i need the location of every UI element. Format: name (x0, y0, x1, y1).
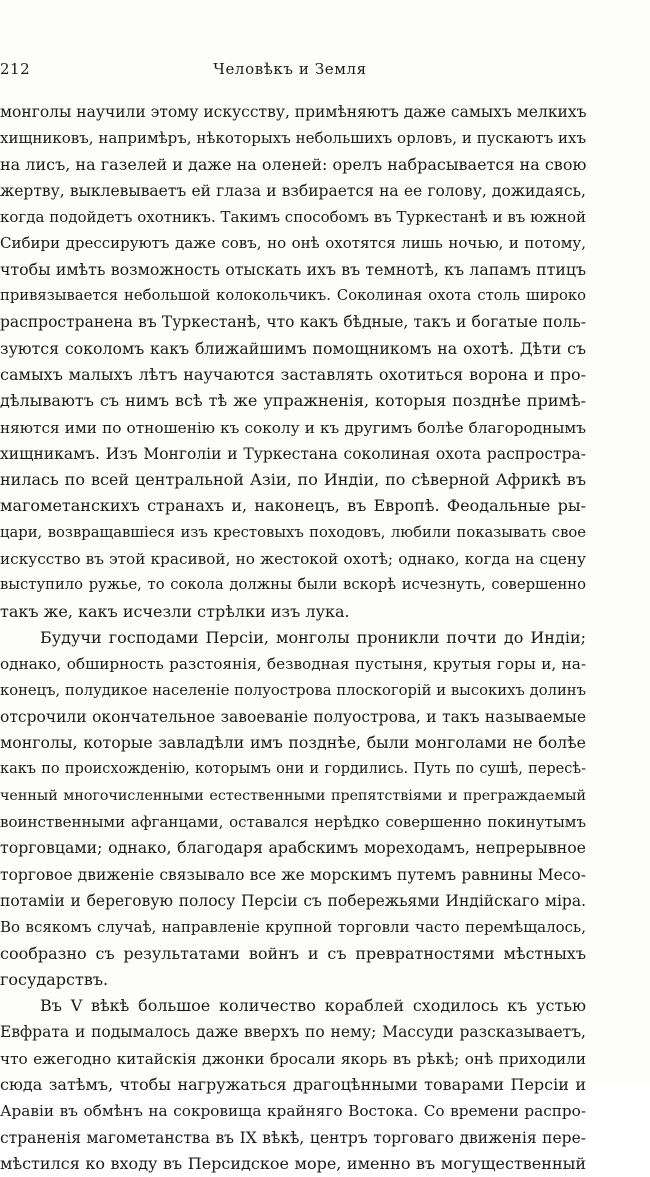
text-line: конецъ, полудикое населеніе полуострова плоскогорій и высокихъ долинъ (0, 681, 586, 699)
text-line: страненія магометанства въ IX вѣкѣ, центръ торговаго движенія пере- (0, 1128, 586, 1147)
text-line: отсрочили окончательное завоеваніе полуострова, и такъ называемые (0, 707, 586, 726)
text-line: привязывается небольшой колокольчикъ. Соколиная охота столь широко (0, 287, 586, 305)
text-line: Въ V вѣкѣ большое количество кораблей сходилось къ устью (40, 996, 586, 1016)
text-line: ченный многочисленными естественными препятствіями и преграждаемый (0, 787, 586, 804)
text-line: няются ими по отношенію къ соколу и къ другимъ болѣе благороднымъ (0, 418, 586, 437)
text-line: Сибири дрессируютъ даже совъ, но онѣ охотятся лишь ночью, и потому, (0, 234, 586, 253)
text-line: воинственными афганцами, оставался нерѣдко совершенно покинутымъ (0, 813, 586, 832)
text-line: потаміи и береговую полосу Персіи съ побережьями Индійскаго міра. (0, 891, 586, 910)
text-line: распространена въ Туркестанѣ, что какъ бѣдные, такъ и богатые поль- (0, 313, 586, 332)
running-title: Человѣкъ и Земля (213, 60, 367, 78)
text-line: хищниковъ, напримѣръ, нѣкоторыхъ небольшихъ орловъ, и пускаютъ ихъ (0, 129, 586, 148)
text-line: Будучи господами Персіи, монголы проникли почти до Индіи; (40, 627, 586, 647)
paragraph (0, 99, 586, 625)
text-line: жертву, выклевываетъ ей глаза и взбирается на ее голову, дожидаясь, (0, 181, 586, 200)
paragraph (0, 625, 586, 993)
text-line: торговцами; однако, благодаря арабскимъ мореходамъ, непрерывное (0, 838, 586, 858)
text-line: на лисъ, на газелей и даже на оленей: орелъ набрасывается на свою (0, 154, 586, 174)
text-line: хищникамъ. Изъ Монголіи и Туркестана соколиная охота распростра- (0, 444, 586, 463)
text-line: Аравіи въ обмѣнъ на сокровища крайняго Востока. Со времени распро- (0, 1102, 586, 1121)
text-line: торговое движеніе связывало все же морскимъ путемъ равнины Месо- (0, 865, 586, 884)
text-line: сюда затѣмъ, чтобы нагружаться драгоцѣнными товарами Персіи и (0, 1074, 586, 1094)
text-line: монголы научили этому искусству, примѣняютъ даже самыхъ мелкихъ (0, 103, 586, 121)
text-line: зуются соколомъ какъ ближайшимъ помощникомъ на охотѣ. Дѣти съ (0, 338, 586, 358)
text-line: когда подойдетъ охотникъ. Такимъ способомъ въ Туркестанѣ и въ южной (0, 208, 586, 227)
text-line: что ежегодно китайскія джонки бросали якорь въ рѣкѣ; онѣ приходили (0, 1049, 586, 1068)
text-line: сообразно съ результатами войнъ и съ превратностями мѣстныхъ (0, 943, 586, 963)
body-text (0, 99, 586, 1177)
text-line: Во всякомъ случаѣ, направленіе крупной торговли часто перемѣщалось, (0, 918, 586, 937)
text-line: мѣстился ко входу въ Персидское море, именно въ могущественный (0, 1153, 586, 1173)
text-line: цари, возвращавшіеся изъ крестовыхъ походовъ, любили показывать свое (0, 523, 586, 541)
text-line: самыхъ малыхъ лѣтъ научаются заставлять охотиться ворона и про- (0, 364, 586, 384)
text-line: нилась по всей центральной Азіи, по Индіи, по сѣверной Африкѣ въ (0, 470, 586, 490)
text-line: однако, обширность разстоянія, безводная пустыня, крутыя горы и, на- (0, 655, 586, 674)
text-line: искусство въ этой красивой, но жестокой охотѣ; однако, когда на сцену (0, 550, 586, 569)
text-line: Евфрата и подымалось даже вверхъ по нему; Массуди разсказываетъ, (0, 1023, 586, 1042)
text-line: государствъ. (0, 969, 109, 989)
text-line: какъ по происхожденію, которымъ они и гордились. Путь по сушѣ, пересѣ- (0, 761, 586, 778)
paragraph (0, 993, 586, 1177)
page-number: 212 (0, 60, 31, 78)
text-line: чтобы имѣть возможность отыскать ихъ въ темнотѣ, къ лапамъ птицъ (0, 259, 586, 279)
text-line: магометанскихъ странахъ и, наконецъ, въ Европѣ. Феодальные ры- (0, 496, 586, 516)
text-line: дѣлываютъ съ нимъ всѣ тѣ же упражненія, которыя позднѣе примѣ- (0, 391, 586, 411)
text-line: монголы, которые завладѣли имъ позднѣе, были монголами не болѣе (0, 733, 586, 753)
page-header (0, 60, 650, 84)
text-line: выступило ружье, то сокола должны были вскорѣ исчезнуть, совершенно (0, 576, 586, 594)
text-line: такъ же, какъ исчезли стрѣлки изъ лука. (0, 601, 350, 621)
